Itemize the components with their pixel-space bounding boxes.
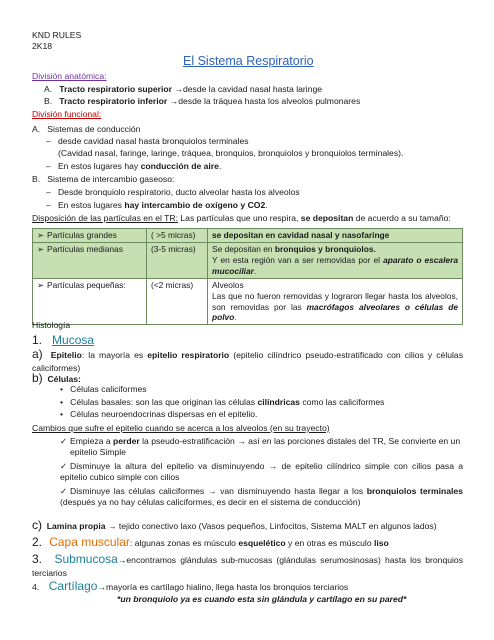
histologia-heading: Histología [32,320,71,330]
item-bold: Tracto respiratorio superior [59,84,173,94]
check-post2: epitelio Simple [70,447,126,458]
table-row [33,229,463,243]
list-number: 4. [32,582,40,592]
cambios-heading: Cambios que sufre el epitelio cuando se acerca a los alveolos (en su trayecto) [32,423,330,433]
list-marker: b) [32,371,43,385]
funcional-b-title [32,174,174,185]
check-item-3 [60,486,463,508]
disposicion-label: Disposición de las partículas en el TR: [32,213,179,223]
section-funcional-heading: División funcional: [32,109,102,119]
page-title: El Sistema Respiratorio [183,54,314,68]
particle-size: (3-5 micras) [151,243,196,254]
list-item: • Células caliciformes [60,384,147,394]
lamina-label: Lamina propia [46,521,106,531]
table-cell [208,229,463,243]
table-cell [147,278,208,325]
particle-desc: Alveolos [212,279,244,290]
particle-name: Partículas grandes [47,230,117,240]
capa-muscular-line [32,535,389,551]
check-item-1 [60,436,463,458]
list-marker: B. [44,96,53,106]
lamina-propia-line [32,518,437,534]
check-icon: ✓ [60,436,68,446]
epitelio-label: Epitelio [50,350,82,360]
arrow-icon: → [169,96,179,106]
check-bold: perder [113,436,140,446]
particle-desc-italic: aparato o escalera mucociliar [212,254,458,276]
item-text: desde la tráquea hasta los alveolos pulmonares [178,96,361,106]
check-text: Disminuye la altura del epitelio va disminuyendo → de epitelio cilíndrico simple con cilios pasa a epitelio cubico simple con cilios [60,461,463,483]
check-post: la pseudo-estratificación → así en las porciones distales del TR, Se convierte en un [139,436,461,446]
cell-bold: cilíndricas [257,397,300,407]
particle-size: (<2 micras) [151,279,194,290]
capa-bold: liso [374,538,389,548]
submucosa-rest: →encontramos glándulas sub-mucosas (glándulas serumosinosas) hasta los bronquios terciarios [32,555,463,578]
list-marker: B. [32,174,41,184]
particle-desc-italic: macrófagos alveolares o células de polvo [212,301,458,323]
list-item: • Células basales: son las que originan las células cilíndricas como las caliciformes [60,397,385,407]
funcional-a-dash2: – En estos lugares hay conducción de aire. [46,161,222,171]
arrow-icon: → [174,84,183,94]
table-cell [208,242,463,278]
capa-pre: : algunas zonas es músculo [129,538,239,548]
cell-text: Células neuroendocrinas dispersas en el epitelio. [70,409,258,419]
epitelio-paragraph [32,347,463,374]
check-bold: bronquiolos terminales [366,486,463,496]
anatomica-item-a [44,84,322,95]
capa-mid: y en otras es músculo [285,538,374,548]
disposicion-post: de acuerdo a su tamaño: [353,213,451,223]
particle-name: Partículas medianas [47,243,123,254]
arrow-bullet-icon: ➢ [37,243,45,254]
epitelio-rest: (epitelio cilíndrico pseudo-estratificado con cilios y células caliciformes) [32,350,463,373]
check-icon: ✓ [60,486,68,496]
particle-desc: se depositan en cavidad nasal y nasofaringe [212,230,390,240]
table-cell [33,229,147,243]
capa-bold: esquelético [238,538,286,548]
list-marker: A. [32,124,41,134]
dash-text: Desde bronquiolo respiratorio, ducto alveolar hasta los alveolos [57,187,300,197]
cell-text: Células caliciformes [70,384,147,394]
funcional-b-dash2: – En estos lugares hay intercambio de oxígeno y CO2. [46,200,268,210]
table-row [33,242,463,278]
item-text: desde la cavidad nasal hasta laringe [183,84,323,94]
anatomica-item-b [44,96,360,107]
table-cell [147,242,208,278]
check-text: Empieza a [70,436,113,446]
submucosa-line [32,552,463,579]
table-cell [33,242,147,278]
particle-desc-post: . [253,265,257,276]
list-marker: c) [32,518,42,532]
list-number: 2. [32,535,43,549]
arrow-bullet-icon: ➢ [37,230,45,240]
disposicion-mid: Las partículas que uno respira, [178,213,301,223]
cartilago-line [32,579,348,595]
dash-text: En estos lugares [57,200,125,210]
arrow-bullet-icon: ➢ [37,279,45,290]
disposicion-bold: se depositan [300,213,354,223]
check-item-2 [60,461,463,483]
cell-text: Células basales: son las que originan las células [70,397,258,407]
dash-bold: conducción de aire [140,161,219,171]
epitelio-bold: epitelio respiratorio [147,350,230,360]
dash-text: desde cavidad nasal hasta bronquiolos terminales [57,136,249,146]
mucosa-title: Mucosa [52,333,95,347]
cartilago-rest: →mayoría es cartílago hialino, llega hasta los bronquios terciarios [97,582,349,592]
cartilago-title: Cartílago [48,579,98,593]
list-marker: A. [44,84,53,94]
dash-text: En estos lugares hay [57,161,141,171]
item-title: Sistemas de conducción [47,124,141,134]
section-anatomica-heading: División anatómica: [32,71,107,81]
particle-desc-post: . [234,312,237,323]
list-number: 1. [32,333,43,347]
particle-desc: Se depositan en [212,243,275,254]
header-line1: KND RULES [32,30,82,40]
particle-desc-bold: bronquios y bronquiolos. [274,243,376,254]
header-line2: 2K18 [32,41,53,51]
celulas-label: Células: [47,374,81,384]
particle-desc2: Y en esta región van a ser removidas por el [212,254,384,265]
submucosa-title: Submucosa [54,552,118,566]
table-cell [208,278,463,325]
cell-post: como las caliciformes [299,397,385,407]
capa-title: Capa muscular [49,535,130,549]
particle-size: ( >5 micras) [151,230,196,240]
dash-bold: hay intercambio de oxígeno y CO2 [124,200,266,210]
funcional-a-dash1-cont: (Cavidad nasal, faringe, laringe, tráquea, bronquios, bronquiolos y bronquiolos terminales). [58,148,404,158]
item-title: Sistema de intercambio gaseoso: [47,174,175,184]
table-row [33,278,463,325]
funcional-a-title [32,124,140,135]
list-marker: a) [32,347,43,361]
check-post: (después ya no hay células caliciformes, es decir en el sistema de conducción) [60,497,361,508]
particles-table [32,228,463,325]
list-number: 3. [32,552,43,566]
check-text: Disminuye las células caliciformes → van disminuyendo hasta llegar a los [70,486,367,496]
table-cell [147,229,208,243]
funcional-a-dash1: – desde cavidad nasal hasta bronquiolos terminales [46,136,249,146]
funcional-b-dash1: – Desde bronquiolo respiratorio, ducto alveolar hasta los alveolos [46,187,300,197]
footer-note: *un bronquiolo ya es cuando esta sin glándula y cartílago en su pared* [117,594,407,604]
epitelio-mid: : la mayoría es [81,350,148,360]
check-icon: ✓ [60,461,68,471]
dash-post: . [218,161,222,171]
lamina-rest: → tejido conectivo laxo (Vasos pequeños, Linfocitos, Sistema MALT en algunos lados) [105,521,437,531]
particle-desc2: Las que no fueron removidas y lograron llegar hasta los alveolos, son removidas por las [212,290,458,312]
item-bold: Tracto respiratorio inferior [59,96,168,106]
list-item: • Células neuroendocrinas dispersas en el epitelio. [60,409,258,419]
table-cell [33,278,147,325]
particle-name: Partículas pequeñas: [47,279,126,290]
disposicion-line [32,213,451,224]
dash-post: . [265,200,268,210]
